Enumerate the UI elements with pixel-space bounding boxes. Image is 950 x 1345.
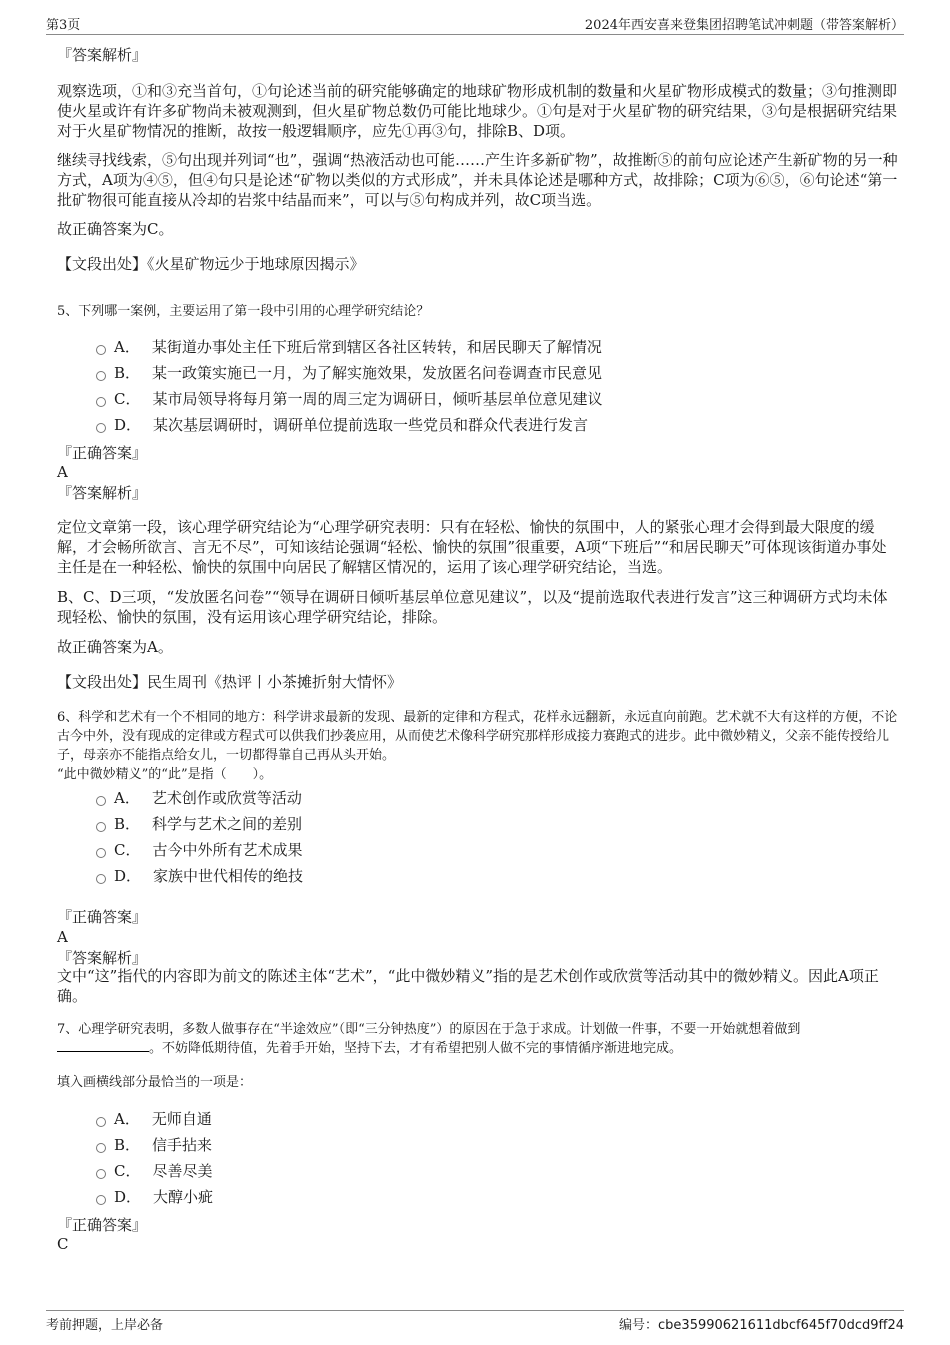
radio-icon[interactable] — [96, 345, 106, 355]
option-text: 无师自通 — [151, 1110, 212, 1128]
q6-answer-label: 『正确答案』 — [57, 908, 148, 926]
option-text: 某市局领导将每月第一周的周三定为调研日，倾听基层单位意见建议 — [152, 390, 603, 408]
q4-analysis-paragraph-2: 继续寻找线索，⑤句出现并列词“也”，强调“热液活动也可能……产生许多新矿物”，故推断⑤的前句应论述产生新矿物的另一种方式，A项为④⑤，但④句只是论述“矿物以类似的方式形成”，并未具体论述是哪种方式，故排除；C项为⑥⑤，⑥句论述“第一批矿物很可能直接从冷却的岩浆中结晶而来”，可以与⑤句构成并列，故C项当选。 — [57, 151, 898, 209]
option-text: 家族中世代相传的绝技 — [153, 867, 304, 885]
radio-icon[interactable] — [96, 1117, 106, 1127]
q7-stem — [57, 1020, 899, 1058]
radio-icon[interactable] — [96, 423, 106, 433]
radio-icon[interactable] — [96, 1169, 106, 1179]
q7-question: 填入画横线部分最恰当的一项是： — [57, 1075, 253, 1090]
q5-source: 【文段出处】民生周刊《热评丨小茶摊折射大情怀》 — [57, 673, 403, 691]
q5-answer: A — [57, 463, 68, 481]
page-header — [46, 14, 904, 35]
option-letter: C． — [114, 1162, 141, 1180]
q6-option-a[interactable] — [96, 788, 302, 808]
q5-analysis-paragraph-2: B、C、D三项，“发放匿名问卷”“领导在调研日倾听基层单位意见建议”，以及“提前选取代表进行发言”这三种调研方式均未体现轻松、愉快的氛围，没有运用该心理学研究结论，排除。 — [57, 588, 888, 626]
radio-icon[interactable] — [96, 397, 106, 407]
q6-option-c[interactable] — [96, 840, 303, 860]
q5-analysis-label: 『答案解析』 — [57, 484, 148, 502]
q5-option-d[interactable] — [96, 415, 588, 435]
document-title: 2024年西安喜来登集团招聘笔试冲刺题（带答案解析） — [584, 18, 904, 33]
q7-option-c[interactable] — [96, 1161, 213, 1181]
option-letter: B． — [114, 815, 141, 833]
q6-option-b[interactable] — [96, 814, 302, 834]
q6-analysis: 文中“这”指代的内容即为前文的陈述主体“艺术”，“此中微妙精义”指的是艺术创作或欣赏等活动其中的微妙精义。因此A项正确。 — [57, 967, 879, 1005]
q6-question: “此中微妙精义”的“此”是指（ ）。 — [57, 767, 273, 782]
fill-in-blank — [57, 1039, 149, 1052]
option-text: 科学与艺术之间的差别 — [152, 815, 303, 833]
option-letter: D． — [114, 867, 142, 885]
option-letter: D． — [114, 416, 142, 434]
option-letter: A． — [114, 338, 140, 356]
document-code-value: cbe35990621611dbcf645f70dcd9ff24 — [658, 1317, 904, 1333]
document-code — [619, 1314, 904, 1333]
radio-icon[interactable] — [96, 796, 106, 806]
q6-option-d[interactable] — [96, 866, 303, 886]
radio-icon[interactable] — [96, 822, 106, 832]
q7-answer-label: 『正确答案』 — [57, 1216, 148, 1234]
option-text: 艺术创作或欣赏等活动 — [151, 789, 302, 807]
option-letter: A． — [114, 789, 140, 807]
option-text: 某次基层调研时，调研单位提前选取一些党员和群众代表进行发言 — [153, 416, 589, 434]
radio-icon[interactable] — [96, 874, 106, 884]
option-text: 古今中外所有艺术成果 — [152, 841, 303, 859]
q5-stem: 5、下列哪一案例，主要运用了第一段中引用的心理学研究结论？ — [57, 304, 430, 319]
q7-stem-part-1: 7、心理学研究表明，多数人做事存在“半途效应”（即“三分钟热度”）的原因在于急于求成。计划做一件事，不要一开始就想着做到 — [57, 1022, 801, 1037]
page-number: 第3页 — [46, 18, 81, 33]
option-letter: C． — [114, 841, 141, 859]
option-text: 某一政策实施已一月，为了解实施效果，发放匿名问卷调查市民意见 — [152, 364, 603, 382]
q4-analysis-paragraph-1: 观察选项，①和③充当首句，①句论述当前的研究能够确定的地球矿物形成机制的数量和火星矿物形成模式的数量；③句推测即使火星或许有许多矿物尚未被观测到，但火星矿物总数仍可能比地球少。①句是对于火星矿物的研究结果，③句是根据研究结果对于火星矿物情况的推断，故按一般逻辑顺序，应先①再③句，排除B、D项。 — [57, 82, 898, 140]
q7-option-d[interactable] — [96, 1187, 213, 1207]
radio-icon[interactable] — [96, 1195, 106, 1205]
document-code-label: 编号： — [619, 1317, 659, 1333]
option-letter: C． — [114, 390, 141, 408]
q5-option-b[interactable] — [96, 363, 602, 383]
q5-answer-label: 『正确答案』 — [57, 444, 148, 462]
q4-conclusion: 故正确答案为C。 — [57, 220, 174, 238]
option-letter: B． — [114, 364, 141, 382]
q4-source: 【文段出处】《火星矿物远少于地球原因揭示》 — [57, 255, 365, 273]
q5-option-a[interactable] — [96, 337, 602, 357]
q5-option-c[interactable] — [96, 389, 603, 409]
option-text: 某街道办事处主任下班后常到辖区各社区转转，和居民聊天了解情况 — [151, 338, 602, 356]
option-letter: D． — [114, 1188, 142, 1206]
q7-option-b[interactable] — [96, 1135, 212, 1155]
q6-stem: 6、科学和艺术有一个不相同的地方：科学讲求最新的发现、最新的定律和方程式，花样永远翻新，永远直向前跑。艺术就不大有这样的方便，不论古今中外，没有现成的定律或方程式可以供我们抄袭应用，从而使艺术像科学研究那样形成接力赛跑式的进步。此中微妙精义，父亲不能传授给儿子，母亲亦不能指点给女儿，一切都得靠自己再从头开始。 — [57, 710, 898, 763]
option-text: 大醇小疵 — [153, 1188, 214, 1206]
q7-stem-part-2: 。不妨降低期待值，先着手开始，坚持下去，才有希望把别人做不完的事情循序渐进地完成。 — [149, 1041, 683, 1056]
q6-analysis-label: 『答案解析』 — [57, 949, 148, 967]
q7-answer: C — [57, 1235, 69, 1253]
page-footer — [46, 1310, 904, 1335]
radio-icon[interactable] — [96, 848, 106, 858]
q7-option-a[interactable] — [96, 1109, 212, 1129]
q6-answer: A — [57, 928, 68, 946]
radio-icon[interactable] — [96, 1143, 106, 1153]
footer-slogan: 考前押题，上岸必备 — [46, 1317, 164, 1333]
radio-icon[interactable] — [96, 371, 106, 381]
option-letter: B． — [114, 1136, 141, 1154]
option-letter: A． — [114, 1110, 140, 1128]
q5-analysis-paragraph-1: 定位文章第一段，该心理学研究结论为“心理学研究表明：只有在轻松、愉快的氛围中，人的紧张心理才会得到最大限度的缓解，才会畅所欲言、言无不尽”，可知该结论强调“轻松、愉快的氛围”很重要，A项“下班后”“和居民聊天”可体现该街道办事处主任是在一种轻松、愉快的氛围中向居民了解辖区情况的，运用了该心理学研究结论，当选。 — [57, 518, 887, 576]
q4-analysis-label: 『答案解析』 — [57, 46, 148, 64]
q5-conclusion: 故正确答案为A。 — [57, 638, 173, 656]
option-text: 尽善尽美 — [152, 1162, 213, 1180]
option-text: 信手拈来 — [152, 1136, 213, 1154]
